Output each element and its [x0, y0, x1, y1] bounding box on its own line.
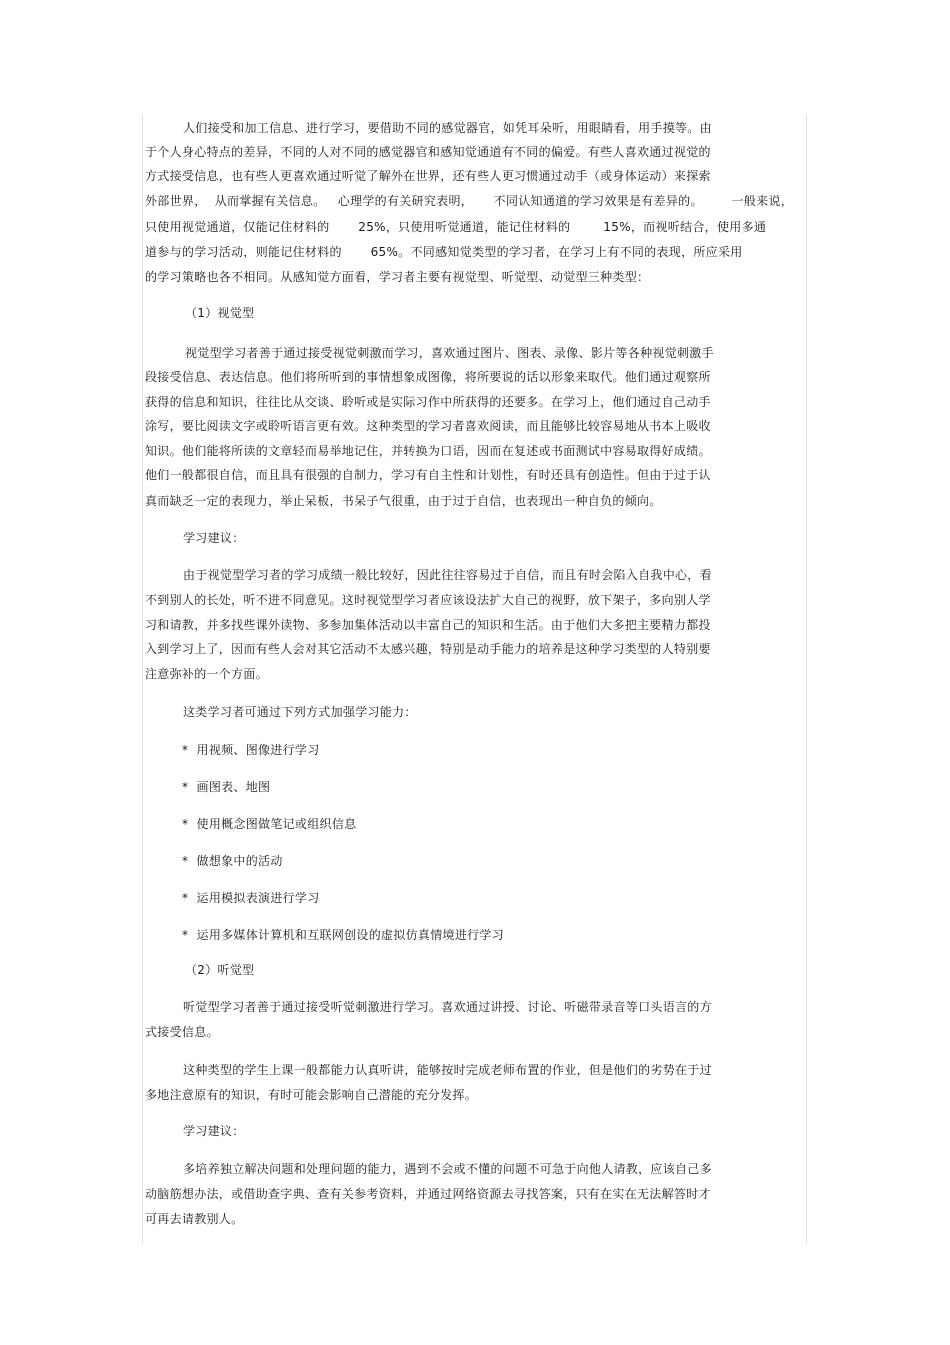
list-item: * 运用多媒体计算机和互联网创设的虚拟仿真情境进行学习: [182, 928, 505, 942]
intro-line: 的学习策略也各不相同。从感知觉方面看，学习者主要有视觉型、听觉型、动觉型三种类型：: [145, 270, 650, 284]
advice-para-line: 不到别人的长处，听不进不同意见。这时视觉型学习者应该设法扩大自己的视野，放下架子，多向别人学: [145, 593, 711, 607]
visual-para-line: 获得的信息和知识，往往比从交谈、聆听或是实际习作中所获得的还要多。在学习上，他们通过自己动手: [145, 395, 711, 409]
advice-para-line: 入到学习上了，因而有些人会对其它活动不太感兴趣，特别是动手能力的培养是这种学习类型的人特别要: [145, 642, 711, 656]
visual-para-line: 知识。他们能将所读的文章轻而易举地记住，并转换为口语，因而在复述或书面测试中容易取得好成绩。: [145, 444, 711, 458]
list-item: * 用视频、图像进行学习: [182, 743, 320, 757]
visual-para-line: 他们一般都很自信，而且具有很强的自制力，学习有自主性和计划性，有时还具有创造性。但由于过于认: [145, 468, 711, 482]
intro-line: 道参与的学习活动，则能记住材料的 65%。不同感知觉类型的学习者，在学习上有不同的表现，所应采用: [145, 245, 743, 259]
visual-para-line: 段接受信息、表达信息。他们将所听到的事情想象成图像，将所要说的话以形象来取代。他们通过观察所: [145, 370, 711, 384]
page-border-right: [806, 114, 807, 1244]
section-heading-auditory: （2）听觉型: [185, 963, 255, 977]
visual-para-line: 真而缺乏一定的表现力，举止呆板，书呆子气很重，由于过于自信，也表现出一种自负的倾向。: [145, 494, 662, 508]
list-item: * 做想象中的活动: [182, 854, 283, 868]
list-item: * 画图表、地图: [182, 780, 271, 794]
intro-line: 于个人身心特点的差异，不同的人对不同的感觉器官和感知觉通道有不同的偏爱。有些人喜欢通过视觉的: [145, 145, 711, 159]
visual-para-line: 涂写，要比阅读文字或聆听语言更有效。这种类型的学习者喜欢阅读，而且能够比较容易地从书本上吸收: [145, 419, 711, 433]
methods-intro: 这类学习者可通过下列方式加强学习能力：: [183, 705, 417, 719]
page-border-left: [142, 114, 143, 1244]
auditory-para-line: 式接受信息。: [145, 1025, 219, 1039]
advice-para-line: 动脑筋想办法，或借助查字典、查有关参考资料，并通过网络资源去寻找答案，只有在实在无法解答时才: [145, 1187, 711, 1201]
list-item: * 运用模拟表演进行学习: [182, 891, 320, 905]
intro-line: 外部世界， 从而掌握有关信息。 心理学的有关研究表明， 不同认知通道的学习效果是有差异的。 一般来说，: [145, 194, 794, 208]
auditory-para-line: 听觉型学习者善于通过接受听觉刺激进行学习。喜欢通过讲授、讨论、听磁带录音等口头语言的方: [183, 1000, 712, 1014]
intro-line: 方式接受信息，也有些人更喜欢通过听觉了解外在世界，还有些人更习惯通过动手（或身体运动）来探索: [145, 169, 711, 183]
auditory-para-line: 这种类型的学生上课一般都能力认真听讲，能够按时完成老师布置的作业，但是他们的劣势在于过: [183, 1063, 712, 1077]
advice-para-line: 习和请教，并多找些课外读物、多参加集体活动以丰富自己的知识和生活。由于他们大多把主要精力都投: [145, 618, 711, 632]
auditory-para-line: 多地注意原有的知识，有时可能会影响自己潜能的充分发挥。: [145, 1088, 478, 1102]
visual-para-line: 视觉型学习者善于通过接受视觉刺激而学习，喜欢通过图片、图表、录像、影片等各种视觉刺激手: [185, 346, 714, 360]
advice-label: 学习建议：: [183, 531, 245, 545]
intro-line: 人们接受和加工信息、进行学习，要借助不同的感觉器官，如凭耳朵听，用眼睛看，用手摸等。由: [183, 121, 712, 135]
section-heading-visual: （1）视觉型: [185, 306, 255, 320]
intro-line: 只使用视觉通道，仅能记住材料的 25%，只使用听觉通道，能记住材料的 15%，而视听结合，使用多通: [145, 220, 767, 234]
advice-label: 学习建议：: [183, 1124, 245, 1138]
advice-para-line: 可再去请教别人。: [145, 1212, 244, 1226]
advice-para-line: 由于视觉型学习者的学习成绩一般比较好，因此往往容易过于自信，而且有时会陷入自我中心，看: [183, 568, 712, 582]
list-item: * 使用概念图做笔记或组织信息: [182, 817, 357, 831]
advice-para-line: 注意弥补的一个方面。: [145, 667, 269, 681]
advice-para-line: 多培养独立解决问题和处理问题的能力，遇到不会或不懂的问题不可急于向他人请教，应该自己多: [183, 1162, 712, 1176]
